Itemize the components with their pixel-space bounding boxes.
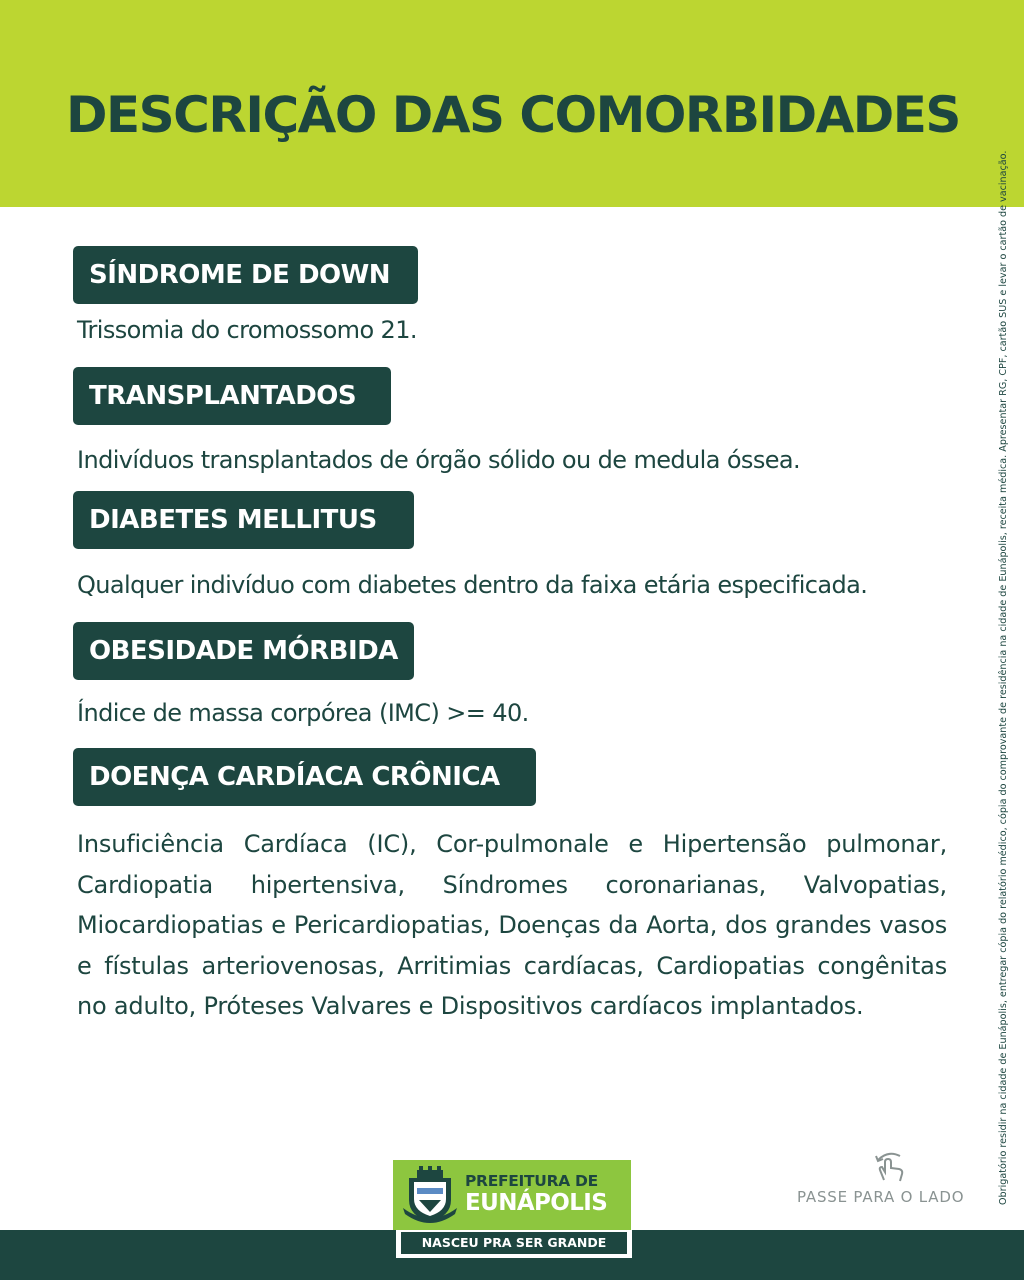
page-title: DESCRIÇÃO DAS COMORBIDADES [66,86,960,144]
slogan: NASCEU PRA SER GRANDE [401,1232,627,1254]
swipe-hand-icon [872,1150,908,1184]
logo-title: PREFEITURA DE [465,1172,598,1190]
section-tag-obesidade-morbida: OBESIDADE MÓRBIDA [73,622,414,680]
swipe-label: PASSE PARA O LADO [797,1188,965,1206]
section-description-sindrome-de-down: Trissomia do cromossomo 21. [77,316,417,344]
header-banner [0,0,1024,207]
section-description-diabetes-mellitus: Qualquer indivíduo com diabetes dentro da faixa etária especificada. [77,571,868,599]
section-tag-diabetes-mellitus: DIABETES MELLITUS [73,491,414,549]
slogan-bar [396,1230,632,1258]
city-seal-icon [401,1164,459,1226]
prefeitura-logo [393,1160,631,1230]
section-tag-doenca-cardiaca-cronica: DOENÇA CARDÍACA CRÔNICA [73,748,536,806]
section-description-transplantados: Indivíduos transplantados de órgão sólido ou de medula óssea. [77,446,801,474]
logo-city: EUNÁPOLIS [465,1190,608,1216]
section-description-doenca-cardiaca-cronica: Insuficiência Cardíaca (IC), Cor-pulmonale e Hipertensão pulmonar, Cardiopatia hipertensiva, Síndromes coronarianas, Valvopatias, Miocardiopatias e Pericardiopatias, Doenças da Aorta, dos grandes vasos e fístulas arteriovenosas, Arritimias cardíacas, Cardiopatias congênitas no adulto, Próteses Valvares e Dispositivos cardíacos implantados. [77,830,947,1020]
section-tag-sindrome-de-down: SÍNDROME DE DOWN [73,246,418,304]
section-description-obesidade-morbida: Índice de massa corpórea (IMC) >= 40. [77,699,529,727]
side-note: Obrigatório residir na cidade de Eunápolis, entregar cópia do relatório médico, cópia do comprovante de residência na cidade de Eunápolis, receita médica. Apresentar RG, CPF, cartão SUS e levar o cartão de vacinação. [998,150,1009,1205]
section-tag-transplantados: TRANSPLANTADOS [73,367,391,425]
